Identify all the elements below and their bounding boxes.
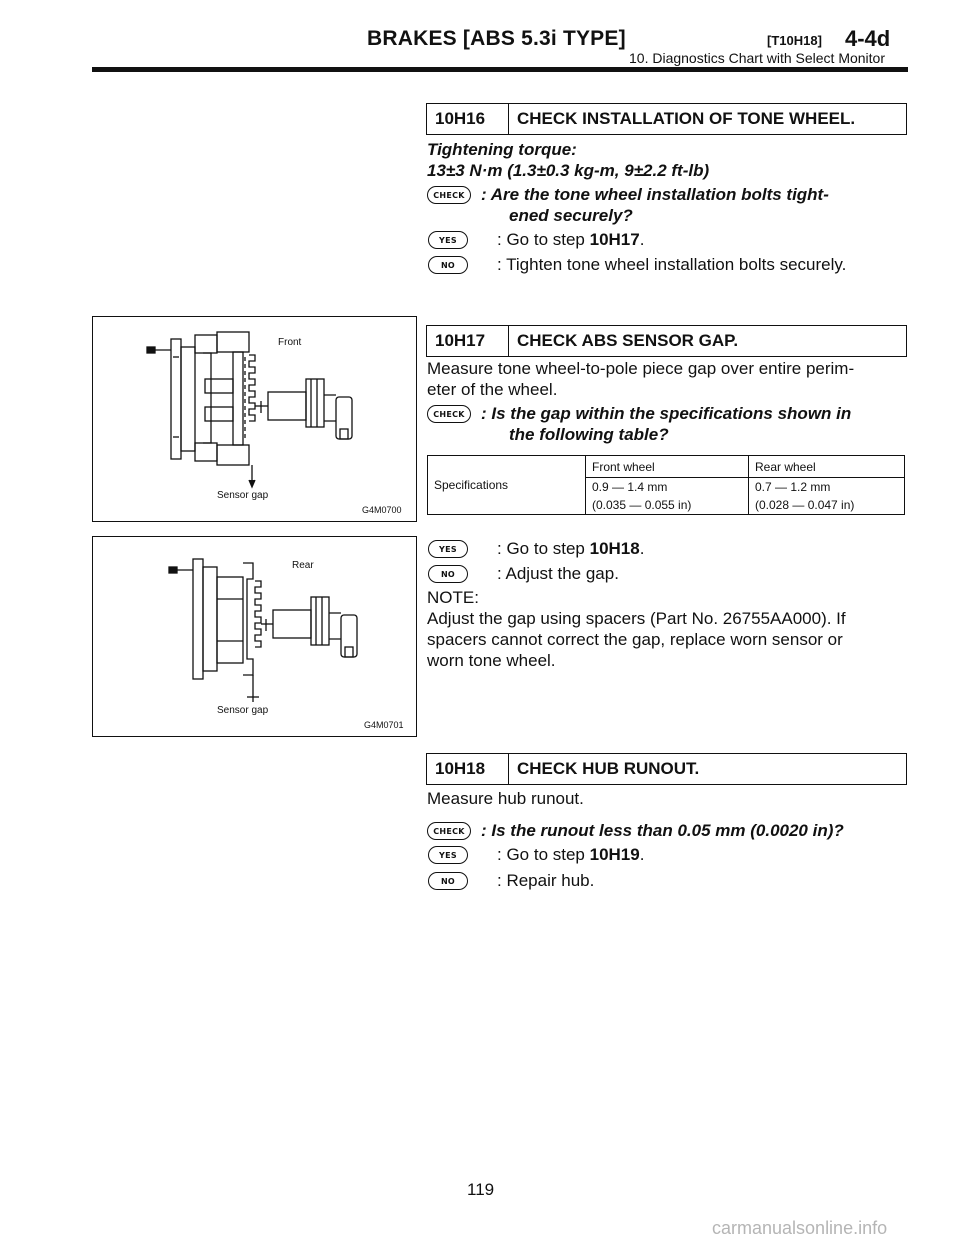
step-10h16-header bbox=[426, 103, 907, 135]
step-number: 10H18 bbox=[427, 754, 509, 784]
spec-front-mm: 0.9 — 1.4 mm bbox=[586, 478, 749, 497]
step-10h17-desc-line1: Measure tone wheel-to-pole piece gap over entire perim- bbox=[427, 359, 855, 378]
check-icon: CHECK bbox=[427, 405, 471, 423]
step-10h16-yes-text: : Go to step 10H17. bbox=[497, 230, 645, 249]
page-header-title: BRAKES [ABS 5.3i TYPE] bbox=[367, 27, 626, 50]
front-sensor-gap-label: Sensor gap bbox=[217, 490, 269, 501]
note-line2: spacers cannot correct the gap, replace worn sensor or bbox=[427, 630, 843, 649]
step-10h17-desc-line2: eter of the wheel. bbox=[427, 380, 558, 399]
watermark: carmanualsonline.info bbox=[712, 1218, 888, 1238]
torque-label: Tightening torque: bbox=[427, 140, 577, 159]
header-rule bbox=[92, 67, 908, 72]
step-title: CHECK ABS SENSOR GAP. bbox=[517, 331, 739, 350]
step-10h18-yes-text: : Go to step 10H19. bbox=[497, 845, 645, 864]
step-number: 10H16 bbox=[427, 104, 509, 134]
step-title: CHECK INSTALLATION OF TONE WHEEL. bbox=[517, 109, 856, 128]
spec-header-front: Front wheel bbox=[586, 456, 749, 478]
note-line3: worn tone wheel. bbox=[427, 651, 556, 670]
note-label: NOTE: bbox=[427, 588, 479, 607]
step-10h17-question-line2: the following table? bbox=[509, 425, 669, 444]
step-10h18-no-text: : Repair hub. bbox=[497, 871, 595, 890]
rear-label: Rear bbox=[292, 560, 314, 571]
page-header-subtitle: 10. Diagnostics Chart with Select Monitor bbox=[629, 50, 885, 66]
page-header-section: 4-4d bbox=[845, 26, 891, 51]
step-10h16-question-line2: ened securely? bbox=[509, 206, 633, 225]
step-10h18-question: : Is the runout less than 0.05 mm (0.0020 in)? bbox=[481, 821, 844, 840]
spec-rear-in: (0.028 — 0.047 in) bbox=[749, 496, 905, 515]
step-number: 10H17 bbox=[427, 326, 509, 356]
page-header-code: [T10H18] bbox=[767, 33, 822, 48]
check-icon: CHECK bbox=[427, 822, 471, 840]
yes-icon: YES bbox=[428, 540, 468, 558]
step-10h17-yes-text: : Go to step 10H18. bbox=[497, 539, 645, 558]
page-number: 119 bbox=[467, 1180, 495, 1199]
rear-figure-code: G4M0701 bbox=[364, 720, 404, 730]
front-figure-code: G4M0700 bbox=[362, 505, 402, 515]
step-title: CHECK HUB RUNOUT. bbox=[517, 759, 700, 778]
front-sensor-figure bbox=[92, 316, 417, 522]
yes-icon: YES bbox=[428, 846, 468, 864]
step-10h17-question-line1: : Is the gap within the specifications shown in bbox=[481, 404, 852, 423]
no-icon: NO bbox=[428, 256, 468, 274]
spec-rear-mm: 0.7 — 1.2 mm bbox=[749, 478, 905, 497]
step-10h17-no-text: : Adjust the gap. bbox=[497, 564, 619, 583]
step-10h17-header bbox=[426, 325, 907, 357]
yes-icon: YES bbox=[428, 231, 468, 249]
spec-front-in: (0.035 — 0.055 in) bbox=[586, 496, 749, 515]
rear-sensor-figure bbox=[92, 536, 417, 737]
step-10h16-question-line1: : Are the tone wheel installation bolts tight- bbox=[481, 185, 829, 204]
no-icon: NO bbox=[428, 565, 468, 583]
spec-header-rear: Rear wheel bbox=[749, 456, 905, 478]
torque-value: 13±3 N·m (1.3±0.3 kg-m, 9±2.2 ft-lb) bbox=[427, 161, 710, 180]
spec-row-label: Specifications bbox=[428, 456, 586, 515]
no-icon: NO bbox=[428, 872, 468, 890]
gap-specification-table bbox=[427, 455, 905, 515]
front-label: Front bbox=[278, 337, 302, 348]
check-icon: CHECK bbox=[427, 186, 471, 204]
step-10h18-header bbox=[426, 753, 907, 785]
step-10h16-no-text: : Tighten tone wheel installation bolts securely. bbox=[497, 255, 847, 274]
step-10h18-desc: Measure hub runout. bbox=[427, 789, 584, 808]
note-line1: Adjust the gap using spacers (Part No. 26755AA000). If bbox=[427, 609, 846, 628]
rear-sensor-gap-label: Sensor gap bbox=[217, 705, 269, 716]
